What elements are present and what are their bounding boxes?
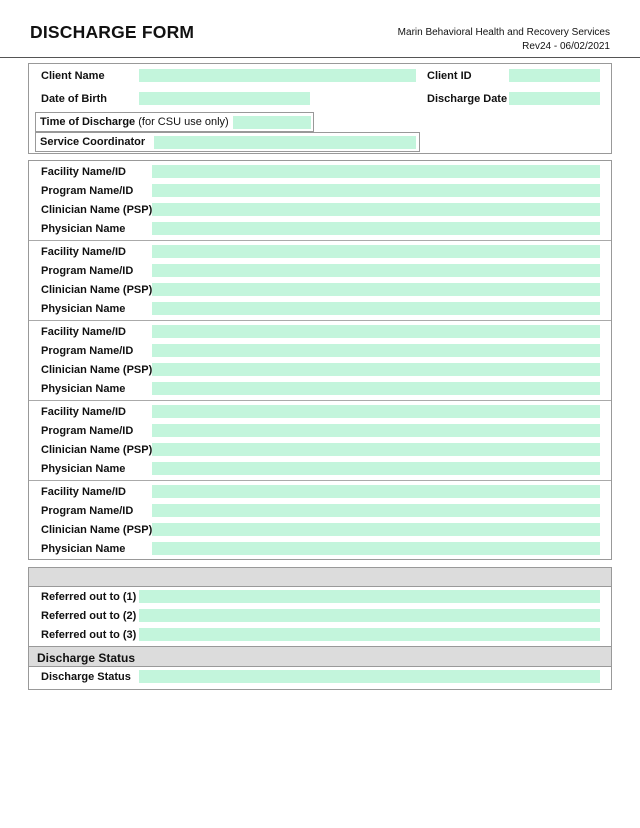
- org-block: [398, 26, 610, 54]
- physician-name-label: Physician Name: [41, 543, 126, 555]
- referred-out-label-1: Referred out to (1): [41, 591, 137, 603]
- group-divider: [29, 480, 611, 481]
- group-divider: [29, 320, 611, 321]
- service-coordinator-label: Service Coordinator: [40, 136, 146, 148]
- facility-name-field[interactable]: [152, 405, 600, 418]
- group-divider: [29, 240, 611, 241]
- discharge-date-field[interactable]: [509, 92, 600, 105]
- referred-out-label-3: Referred out to (3): [41, 629, 137, 641]
- physician-name-field[interactable]: [152, 542, 600, 555]
- clinician-name-label: Clinician Name (PSP): [41, 204, 153, 216]
- form-title: DISCHARGE FORM: [30, 22, 195, 42]
- time-label-note: (for CSU use only): [138, 116, 229, 128]
- program-name-field[interactable]: [152, 264, 600, 277]
- facility-name-field[interactable]: [152, 485, 600, 498]
- program-name-field[interactable]: [152, 184, 600, 197]
- discharge-status-title: Discharge Status: [37, 651, 136, 665]
- referral-section: [28, 586, 612, 647]
- time-of-discharge-field[interactable]: [233, 116, 311, 129]
- facility-name-label: Facility Name/ID: [41, 486, 126, 498]
- facility-name-label: Facility Name/ID: [41, 406, 126, 418]
- client-id-label: Client ID: [427, 70, 472, 82]
- program-name-field[interactable]: [152, 424, 600, 437]
- program-name-field[interactable]: [152, 504, 600, 517]
- clinician-name-field[interactable]: [152, 523, 600, 536]
- discharge-status-section: [28, 666, 612, 690]
- program-name-label: Program Name/ID: [41, 185, 134, 197]
- referred-out-field-1[interactable]: [139, 590, 600, 603]
- clinician-name-field[interactable]: [152, 283, 600, 296]
- program-name-label: Program Name/ID: [41, 425, 134, 437]
- program-name-label: Program Name/ID: [41, 265, 134, 277]
- physician-name-label: Physician Name: [41, 303, 126, 315]
- physician-name-field[interactable]: [152, 302, 600, 315]
- facility-name-label: Facility Name/ID: [41, 326, 126, 338]
- clinician-name-label: Clinician Name (PSP): [41, 284, 153, 296]
- time-of-discharge-label: [40, 116, 229, 128]
- physician-name-field[interactable]: [152, 462, 600, 475]
- time-of-discharge-row: [35, 112, 314, 132]
- revision-text: Rev24 - 06/02/2021: [522, 41, 610, 52]
- page-header: [0, 0, 640, 58]
- referred-out-field-2[interactable]: [139, 609, 600, 622]
- clinician-name-label: Clinician Name (PSP): [41, 524, 153, 536]
- facility-name-label: Facility Name/ID: [41, 166, 126, 178]
- referred-out-label-2: Referred out to (2): [41, 610, 137, 622]
- physician-name-label: Physician Name: [41, 223, 126, 235]
- facility-name-label: Facility Name/ID: [41, 246, 126, 258]
- program-name-field[interactable]: [152, 344, 600, 357]
- service-coordinator-field[interactable]: [154, 136, 416, 149]
- physician-name-field[interactable]: [152, 222, 600, 235]
- discharge-status-field[interactable]: [139, 670, 600, 683]
- facility-name-field[interactable]: [152, 245, 600, 258]
- referred-out-field-3[interactable]: [139, 628, 600, 641]
- discharge-status-header: [28, 646, 612, 667]
- facility-name-field[interactable]: [152, 165, 600, 178]
- service-coordinator-row: [35, 132, 420, 152]
- physician-name-field[interactable]: [152, 382, 600, 395]
- group-divider: [29, 400, 611, 401]
- program-name-label: Program Name/ID: [41, 505, 134, 517]
- client-name-field[interactable]: [139, 69, 416, 82]
- clinician-name-field[interactable]: [152, 203, 600, 216]
- clinician-name-field[interactable]: [152, 363, 600, 376]
- client-name-label: Client Name: [41, 70, 105, 82]
- clinician-name-field[interactable]: [152, 443, 600, 456]
- program-name-label: Program Name/ID: [41, 345, 134, 357]
- clinician-name-label: Clinician Name (PSP): [41, 444, 153, 456]
- facility-name-field[interactable]: [152, 325, 600, 338]
- client-id-field[interactable]: [509, 69, 600, 82]
- org-name: Marin Behavioral Health and Recovery Services: [397, 27, 610, 38]
- discharge-date-label: Discharge Date: [427, 93, 508, 105]
- client-info-section: [28, 63, 612, 154]
- dob-field[interactable]: [139, 92, 310, 105]
- discharge-status-label: Discharge Status: [41, 671, 131, 683]
- physician-name-label: Physician Name: [41, 383, 126, 395]
- clinician-name-label: Clinician Name (PSP): [41, 364, 153, 376]
- time-label-bold: Time of Discharge: [40, 116, 136, 128]
- referral-section-header: [28, 567, 612, 587]
- facility-section: [28, 160, 612, 560]
- physician-name-label: Physician Name: [41, 463, 126, 475]
- dob-label: Date of Birth: [41, 93, 107, 105]
